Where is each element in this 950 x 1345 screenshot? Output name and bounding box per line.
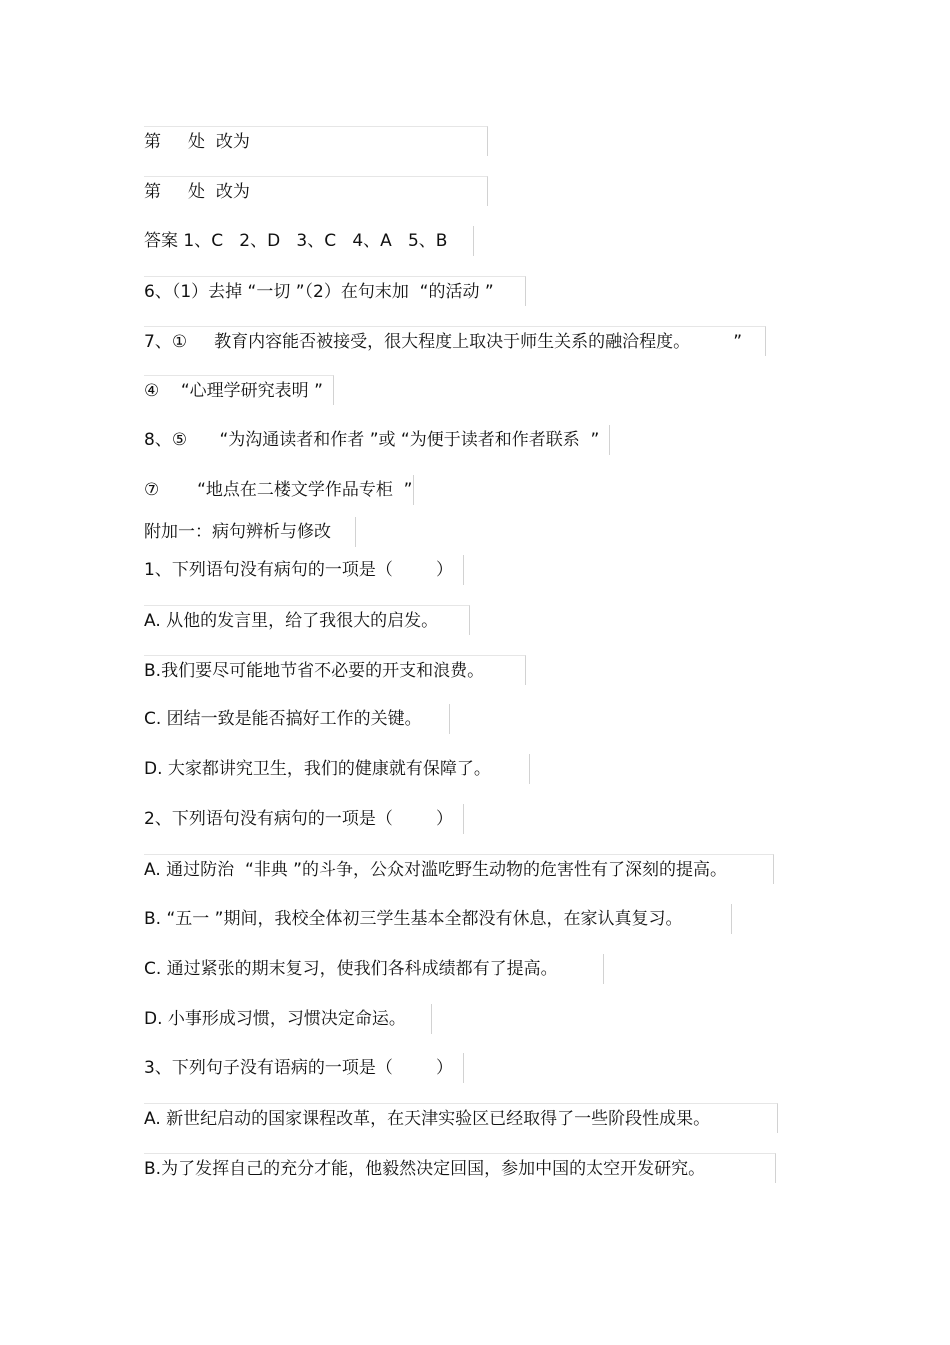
question-2: 2、下列语句没有病句的一项是（ ） bbox=[144, 804, 464, 834]
question-2-option-a: A. 通过防治 “非典 ”的斗争，公众对滥吃野生动物的危害性有了深刻的提高。 bbox=[144, 854, 774, 884]
question-3-option-a: A. 新世纪启动的国家课程改革，在天津实验区已经取得了一些阶段性成果。 bbox=[144, 1103, 778, 1133]
correction-line-2: 第 处 改为 bbox=[144, 176, 488, 206]
answer-8-line-b: ⑦ “地点在二楼文学作品专柜 ” bbox=[144, 475, 414, 505]
question-2-option-c: C. 通过紧张的期末复习，使我们各科成绩都有了提高。 bbox=[144, 954, 604, 984]
answer-7-line-a: 7、① 教育内容能否被接受，很大程度上取决于师生关系的融洽程度。 ” bbox=[144, 326, 766, 356]
question-2-option-d: D. 小事形成习惯，习惯决定命运。 bbox=[144, 1004, 432, 1034]
question-1: 1、下列语句没有病句的一项是（ ） bbox=[144, 555, 464, 585]
answer-8-line-a: 8、⑤ “为沟通读者和作者 ”或 “为便于读者和作者联系 ” bbox=[144, 425, 610, 455]
section-heading: 附加一：病句辨析与修改 bbox=[144, 517, 356, 547]
question-1-option-c: C. 团结一致是能否搞好工作的关键。 bbox=[144, 704, 450, 734]
question-1-option-d: D. 大家都讲究卫生，我们的健康就有保障了。 bbox=[144, 754, 530, 784]
answer-7-line-b: ④ “心理学研究表明 ” bbox=[144, 375, 334, 405]
question-3: 3、下列句子没有语病的一项是（ ） bbox=[144, 1053, 464, 1083]
correction-line-1: 第 处 改为 bbox=[144, 126, 488, 156]
answer-key-line: 答案 1、C 2、D 3、C 4、A 5、B bbox=[144, 226, 474, 256]
question-2-option-b: B. “五一 ”期间，我校全体初三学生基本全都没有休息，在家认真复习。 bbox=[144, 904, 732, 934]
question-1-option-b: B.我们要尽可能地节省不必要的开支和浪费。 bbox=[144, 655, 526, 685]
question-1-option-a: A. 从他的发言里，给了我很大的启发。 bbox=[144, 605, 470, 635]
answer-6-line: 6、（1）去掉 “一切 ”（2）在句末加 “的活动 ” bbox=[144, 276, 526, 306]
question-3-option-b: B.为了发挥自己的充分才能，他毅然决定回国，参加中国的太空开发研究。 bbox=[144, 1153, 776, 1183]
